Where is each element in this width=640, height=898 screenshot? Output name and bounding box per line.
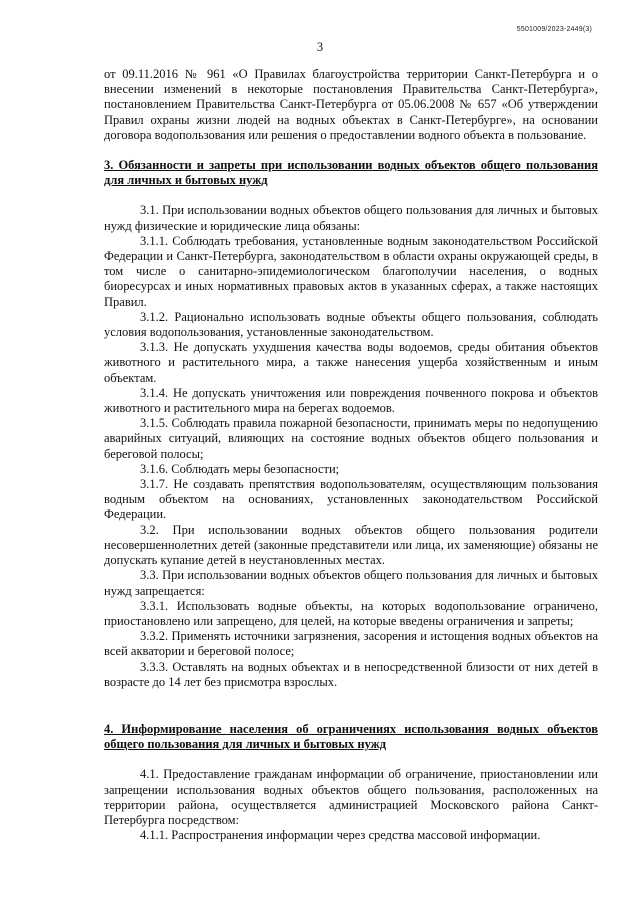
document-body <box>104 67 598 843</box>
page-number: 3 <box>316 40 324 54</box>
intro-paragraph: от 09.11.2016 № 961 «О Правилах благоустройства территории Санкт-Петербурга и о внесении изменений в некоторые постановления Правительства Санкт-Петербурга», постановлением Правительства Санкт-Петербурга от 05.06.2008 № 657 «Об утверждении Правил охраны жизни людей на водных объектах в Санкт-Петербурге», на основании договора водопользования или решения о предоставлении водного объекта в пользование. <box>104 67 598 142</box>
clause-3-1-5: 3.1.5. Соблюдать правила пожарной безопасности, принимать меры по недопущению аварийных ситуаций, влияющих на состояние водных объектов общего пользования и береговой полосы; <box>104 416 598 461</box>
clause-3-1-6: 3.1.6. Соблюдать меры безопасности; <box>140 461 340 476</box>
clause-3-1-2: 3.1.2. Рационально использовать водные объекты общего пользования, соблюдать условия водопользования, установленные законодательством. <box>104 309 598 340</box>
clause-3-3-1: 3.3.1. Использовать водные объекты, на которых водопользование ограничено, приостановлено или запрещено, для целей, на которые введены ограничения и запреты; <box>104 598 598 628</box>
clause-3-3-3: 3.3.3. Оставлять на водных объектах и в непосредственной близости от них детей в возрасте до 14 лет без присмотра взрослых. <box>104 659 598 689</box>
document-number: 5501009/2023-2449(3) <box>516 26 592 33</box>
section-4-heading: 4. Информирование населения об ограничениях использования водных объектов общего пользования для личных и бытовых нужд <box>104 721 598 752</box>
clause-3-2: 3.2. При использовании водных объектов общего пользования родители несовершеннолетних детей (законные представители или лица, их заменяющие) обязаны не допускать купание детей в неустановленных местах. <box>104 522 598 568</box>
clause-3-1-3: 3.1.3. Не допускать ухудшения качества воды водоемов, среды обитания объектов животного и растительного мира, а также нанесения ущерба хозяйственным и иным объектам. <box>104 340 598 385</box>
clause-3-1-7: 3.1.7. Не создавать препятствия водопользователям, осуществляющим пользования водным объектом на основаниях, установленных законодательством Российской Федерации. <box>104 477 598 522</box>
clause-4-1: 4.1. Предоставление гражданам информации об ограничение, приостановлении или запрещении использования водных объектов общего пользования, расположенных на территории района, осуществляется администрацией Московского района Санкт-Петербурга посредством: <box>104 767 598 827</box>
clause-3-1-4: 3.1.4. Не допускать уничтожения или повреждения почвенного покрова и объектов животного и растительного мира на берегах водоемов. <box>104 385 598 416</box>
section-3-heading: 3. Обязанности и запреты при использовании водных объектов общего пользования для личных и бытовых нужд <box>104 158 598 188</box>
clause-4-1-1: 4.1.1. Распространения информации через средства массовой информации. <box>140 828 541 843</box>
clause-3-1: 3.1. При использовании водных объектов общего пользования для личных и бытовых нужд физические и юридические лица обязаны: <box>104 203 598 233</box>
clause-3-3-2: 3.3.2. Применять источники загрязнения, засорения и истощения водных объектов на всей акватории и береговой полосе; <box>104 629 598 659</box>
clause-3-1-1: 3.1.1. Соблюдать требования, установленные водным законодательством Российской Федерации и Санкт-Петербурга, законодательством в области охраны окружающей среды, в том числе о санитарно-эпидемиологическом благополучии населения, о водных биоресурсах и иных нормативных правовых актов в указанных сферах, а также настоящих Правил. <box>104 233 598 309</box>
clause-3-3: 3.3. При использовании водных объектов общего пользования для личных и бытовых нужд запрещается: <box>104 568 598 598</box>
